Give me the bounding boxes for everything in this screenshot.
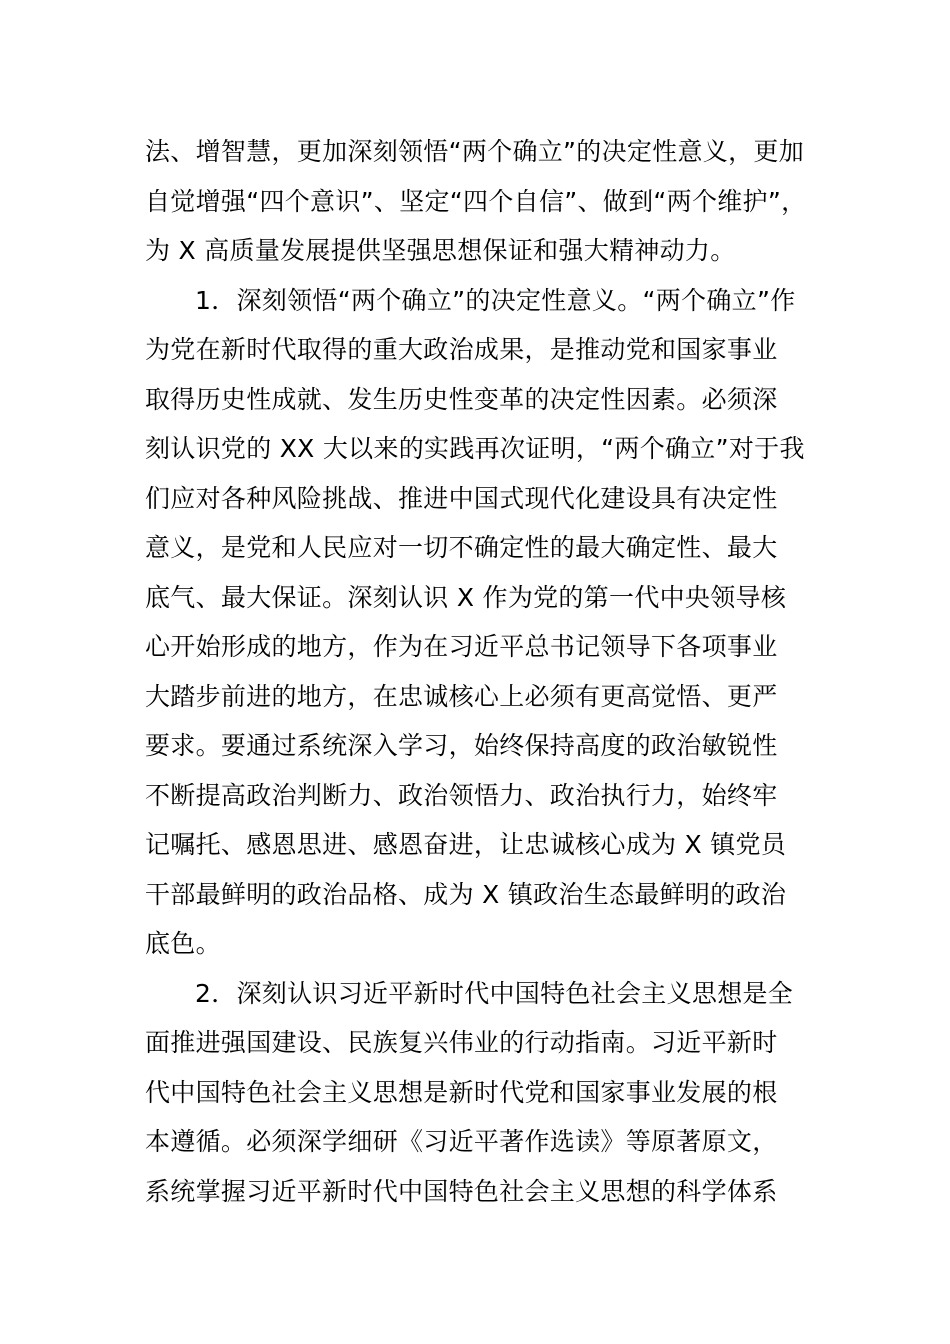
paragraph-point-2 [145, 969, 810, 1217]
text-line: 们应对各种风险挑战、推进中国式现代化建设具有决定性 [145, 483, 778, 513]
text-line: 要求。要通过系统深入学习，始终保持高度的政治敏锐性 [145, 731, 778, 760]
text-line: 代中国特色社会主义思想是新时代党和国家事业发展的根 [145, 1077, 778, 1107]
text-line: 自觉增强“四个意识”、坚定“四个自信”、做到“两个维护”， [145, 186, 807, 216]
document-body [145, 127, 810, 1216]
text-line: 2．深刻认识习近平新时代中国特色社会主义思想是全 [195, 978, 794, 1008]
paragraph-intro [145, 127, 810, 276]
text-line: 底色。 [145, 929, 221, 958]
text-line: 不断提高政治判断力、政治领悟力、政治执行力，始终牢 [145, 780, 778, 810]
text-line: 为党在新时代取得的重大政治成果，是推动党和国家事业 [145, 335, 778, 364]
text-line: 取得历史性成就、发生历史性变革的决定性因素。必须深 [145, 384, 778, 414]
text-line: 大踏步前进的地方，在忠诚核心上必须有更高觉悟、更严 [145, 681, 778, 711]
text-line: 心开始形成的地方，作为在习近平总书记领导下各项事业 [145, 632, 778, 661]
text-line: 底气、最大保证。深刻认识 X 作为党的第一代中央领导核 [145, 582, 787, 612]
text-line: 本遵循。必须深学细研《习近平著作选读》等原著原文， [145, 1127, 778, 1156]
text-line: 刻认识党的 XX 大以来的实践再次证明，“两个确立”对于我 [145, 434, 805, 463]
text-line: 法、增智慧，更加深刻领悟“两个确立”的决定性意义，更加 [145, 137, 805, 166]
paragraph-point-1 [145, 276, 810, 969]
text-line: 系统掌握习近平新时代中国特色社会主义思想的科学体系 [145, 1176, 778, 1206]
text-line: 面推进强国建设、民族复兴伟业的行动指南。习近平新时 [145, 1028, 778, 1057]
text-line: 为 X 高质量发展提供坚强思想保证和强大精神动力。 [145, 236, 736, 265]
text-line: 干部最鲜明的政治品格、成为 X 镇政治生态最鲜明的政治 [145, 879, 787, 909]
text-line: 1．深刻领悟“两个确立”的决定性意义。“两个确立”作 [195, 285, 796, 315]
text-line: 意义，是党和人民应对一切不确定性的最大确定性、最大 [145, 533, 778, 562]
text-line: 记嘱托、感恩思进、感恩奋进，让忠诚核心成为 X 镇党员 [145, 830, 787, 859]
